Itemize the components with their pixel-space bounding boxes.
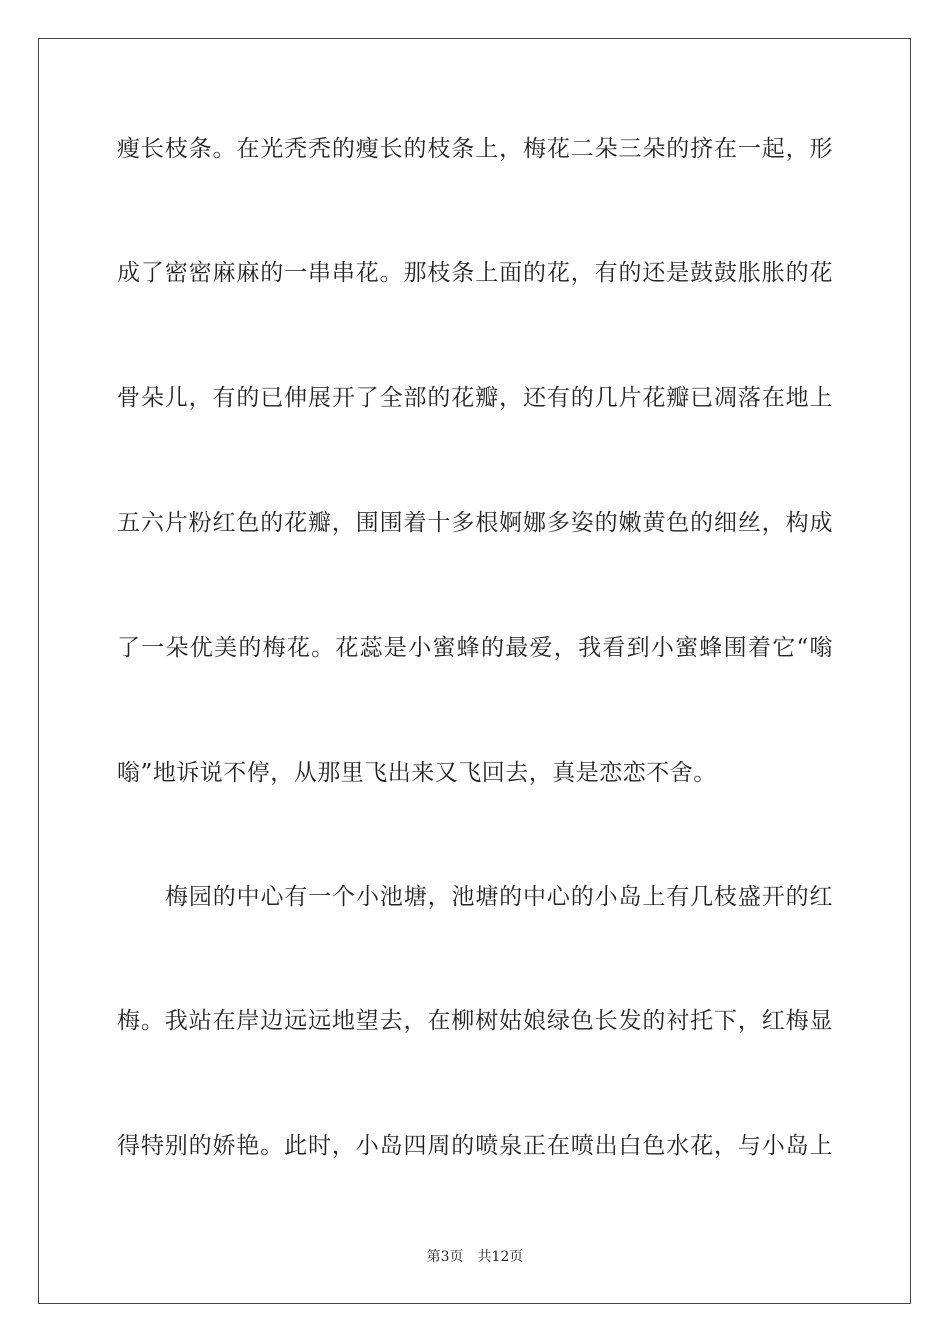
page-footer <box>0 1248 950 1266</box>
page-border <box>38 38 911 1304</box>
text-line-7-paragraph-start: 梅园的中心有一个小池塘，池塘的中心的小岛上有几枝盛开的红 <box>165 884 833 910</box>
text-line-3: 骨朵儿，有的已伸展开了全部的花瓣，还有的几片花瓣已凋落在地上 <box>117 385 833 411</box>
page-total: 共12页 <box>477 1249 524 1265</box>
text-line-5: 了一朵优美的梅花。花蕊是小蜜蜂的最爱，我看到小蜜蜂围着它“嗡 <box>117 635 833 661</box>
text-line-6: 嗡”地诉说不停，从那里飞出来又飞回去，真是恋恋不舍。 <box>117 760 717 786</box>
text-line-1: 瘦长枝条。在光秃秃的瘦长的枝条上，梅花二朵三朵的挤在一起，形 <box>117 136 833 162</box>
text-line-4: 五六片粉红色的花瓣，围围着十多根婀娜多姿的嫩黄色的细丝，构成 <box>117 510 833 536</box>
text-line-2: 成了密密麻麻的一串串花。那枝条上面的花，有的还是鼓鼓胀胀的花 <box>117 260 833 286</box>
text-line-8: 梅。我站在岸边远远地望去，在柳树姑娘绿色长发的衬托下，红梅显 <box>117 1008 833 1034</box>
page-number: 第3页 <box>426 1249 464 1265</box>
text-line-9: 得特别的娇艳。此时，小岛四周的喷泉正在喷出白色水花，与小岛上 <box>117 1133 833 1159</box>
